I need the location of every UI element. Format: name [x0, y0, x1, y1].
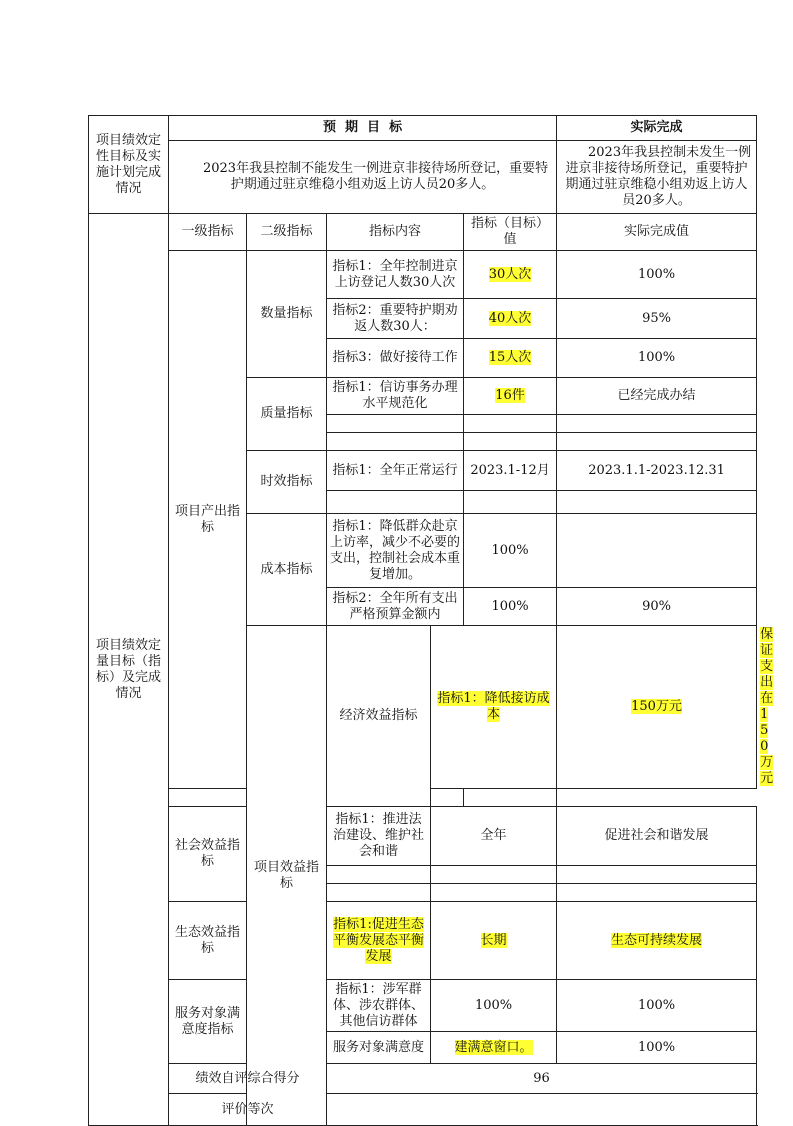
indicator-actual: 促进社会和谐发展 — [557, 807, 757, 866]
indicator-target: 100% — [464, 588, 557, 626]
timeliness-indicator-label: 时效指标 — [247, 451, 327, 514]
indicator-target — [431, 902, 557, 980]
indicator-target — [557, 626, 757, 789]
expected-target-header: 预 期 目 标 — [169, 116, 557, 141]
satisfaction-indicator-label: 服务对象满意度指标 — [169, 980, 247, 1064]
indicator-content: 指标2：全年所有支出严格预算金额内 — [327, 588, 464, 626]
empty-cell — [327, 491, 464, 514]
empty-cell — [327, 433, 464, 451]
quantity-indicator-label: 数量指标 — [247, 251, 327, 378]
indicator-actual: 90% — [557, 588, 757, 626]
actual-header: 实际完成值 — [557, 214, 757, 251]
output-indicator-label: 项目产出指标 — [169, 251, 247, 789]
indicator-target — [464, 251, 557, 299]
empty-cell — [557, 884, 757, 902]
indicator-actual: 100% — [557, 1032, 757, 1064]
ecological-indicator-label: 生态效益指标 — [169, 902, 247, 980]
highlighted-actual: 生态可持续发展 — [611, 932, 703, 948]
empty-cell — [327, 866, 431, 884]
cost-indicator-label: 成本指标 — [247, 514, 327, 626]
empty-cell — [464, 789, 557, 807]
empty-cell — [327, 415, 464, 433]
highlighted-content: 指标1：降低接访成本 — [437, 691, 550, 722]
empty-cell — [464, 415, 557, 433]
indicator-content — [431, 626, 557, 789]
indicator-actual: 100% — [557, 339, 757, 378]
empty-cell — [557, 491, 757, 514]
empty-cell — [327, 884, 431, 902]
indicator-content — [327, 902, 431, 980]
empty-cell — [557, 415, 757, 433]
empty-cell — [169, 789, 327, 807]
indicator-content: 服务对象满意度 — [327, 1032, 431, 1064]
indicator-actual — [557, 514, 757, 588]
indicator-actual: 2023.1.1-2023.12.31 — [557, 451, 757, 491]
indicator-target: 全年 — [431, 807, 557, 866]
empty-cell — [431, 884, 557, 902]
indicator-target: 100% — [464, 514, 557, 588]
indicator-actual: 100% — [557, 251, 757, 299]
highlighted-actual: 保证支出在150万元 — [760, 627, 774, 786]
social-indicator-label: 社会效益指标 — [169, 807, 247, 902]
indicator-actual: 95% — [557, 299, 757, 339]
indicator-content: 指标1：涉军群体、涉农群体、其他信访群体 — [327, 980, 431, 1032]
highlighted-target: 长期 — [480, 932, 507, 948]
indicator-content: 指标1：降低群众赴京上访率，减少不必要的支出，控制社会成本重复增加。 — [327, 514, 464, 588]
empty-cell — [557, 866, 757, 884]
empty-cell — [464, 491, 557, 514]
quality-indicator-label: 质量指标 — [247, 378, 327, 451]
grade-label: 评价等次 — [169, 1094, 327, 1126]
indicator-target: 2023.1-12月 — [464, 451, 557, 491]
target-header: 指标（目标）值 — [464, 214, 557, 251]
highlighted-content: 指标1:促进生态平衡发展态平衡发展 — [332, 916, 424, 964]
highlighted-target: 150万元 — [631, 699, 682, 714]
indicator-actual: 已经完成办结 — [557, 378, 757, 415]
indicator-target — [431, 1032, 557, 1064]
content-header: 指标内容 — [327, 214, 464, 251]
empty-cell — [464, 433, 557, 451]
indicator-target: 100% — [431, 980, 557, 1032]
indicator-content: 指标3：做好接待工作 — [327, 339, 464, 378]
empty-cell — [431, 866, 557, 884]
benefit-indicator-label: 项目效益指标 — [247, 626, 327, 1126]
indicator-target — [464, 378, 557, 415]
performance-evaluation-table — [88, 115, 774, 1126]
economic-indicator-label: 经济效益指标 — [327, 626, 431, 807]
highlighted-target: 30人次 — [488, 266, 532, 282]
indicator-target — [464, 339, 557, 378]
empty-cell — [431, 789, 464, 807]
actual-completion-header: 实际完成 — [557, 116, 757, 141]
empty-cell — [557, 433, 757, 451]
indicator-content: 指标1：全年控制进京上访登记人数30人次 — [327, 251, 464, 299]
indicator-actual: 100% — [557, 980, 757, 1032]
score-value: 96 — [327, 1064, 757, 1094]
indicator-content: 指标1：推进法治建设、维护社会和谐 — [327, 807, 431, 866]
indicator-target — [464, 299, 557, 339]
indicator-content: 指标1：全年正常运行 — [327, 451, 464, 491]
highlighted-target: 40人次 — [488, 310, 532, 326]
score-label: 绩效自评综合得分 — [169, 1064, 327, 1094]
indicator-content: 指标1：信访事务办理水平规范化 — [327, 378, 464, 415]
level2-header: 二级指标 — [247, 214, 327, 251]
level1-header: 一级指标 — [169, 214, 247, 251]
qualitative-row-label: 项目绩效定性目标及实施计划完成情况 — [89, 116, 169, 214]
indicator-content: 指标2：重要特护期劝返人数30人： — [327, 299, 464, 339]
highlighted-target: 15人次 — [488, 350, 532, 365]
quantitative-row-label: 项目绩效定量目标（指标）及完成情况 — [89, 214, 169, 1126]
indicator-actual — [557, 902, 757, 980]
highlighted-target: 建满意窗口。 — [454, 1039, 533, 1055]
actual-completion-text: 2023年我县控制未发生一例进京非接待场所登记，重要特护期通过驻京维稳小组劝返上访人员20多人。 — [557, 141, 757, 214]
expected-target-text: 2023年我县控制不能发生一例进京非接待场所登记，重要特护期通过驻京维稳小组劝返上访人员20多人。 — [169, 141, 557, 214]
grade-value — [327, 1094, 757, 1126]
highlighted-target: 16件 — [495, 388, 525, 403]
